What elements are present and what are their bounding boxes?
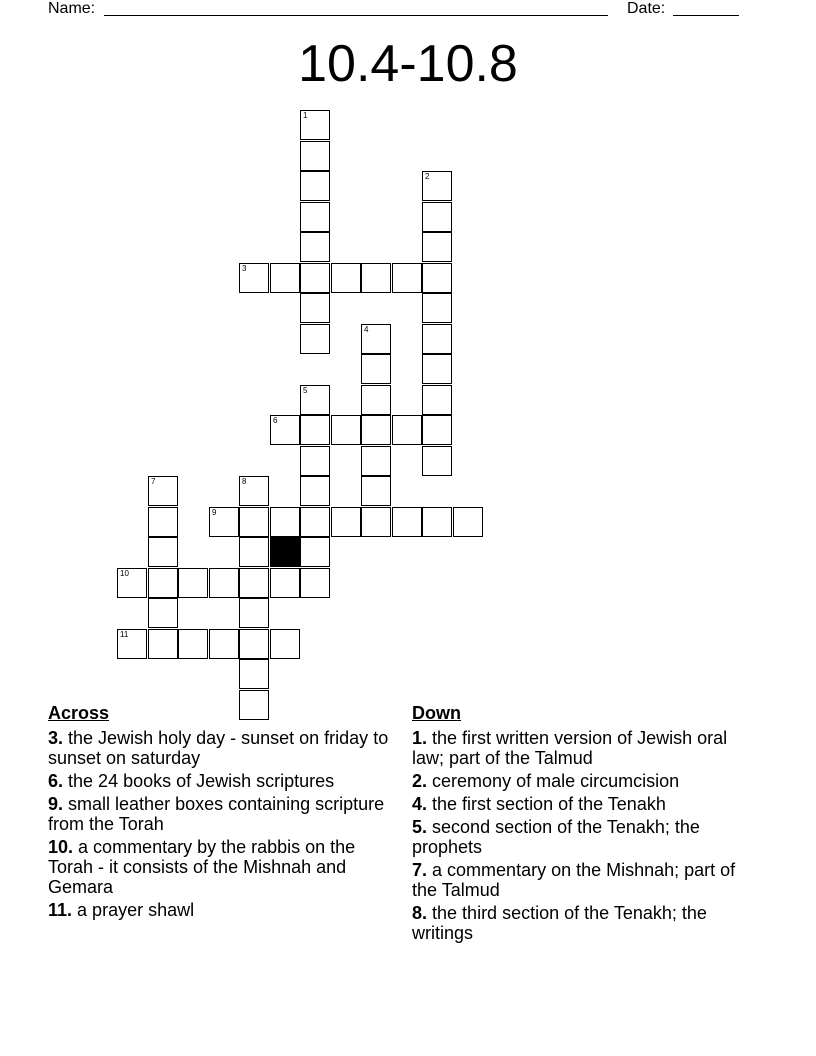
across-heading: Across: [48, 703, 110, 723]
grid-cell[interactable]: [148, 568, 178, 598]
date-label: Date:: [627, 0, 666, 17]
clue-text: the first written version of Jewish oral law; part of the Talmud: [412, 728, 728, 768]
clue-number-label: 11: [120, 630, 129, 639]
grid-cell[interactable]: [392, 415, 422, 445]
grid-cell[interactable]: [239, 537, 269, 567]
grid-cell[interactable]: [422, 446, 452, 476]
clue-number: 10.: [48, 837, 74, 857]
clue-number: 5.: [412, 817, 428, 837]
clue-text: a commentary on the Mishnah; part of the Talmud: [412, 860, 736, 900]
blocked-cell: [270, 537, 300, 567]
grid-cell[interactable]: [209, 629, 239, 659]
grid-cell[interactable]: [392, 263, 422, 293]
clue-item: [412, 860, 757, 900]
grid-cell[interactable]: [422, 202, 452, 232]
clue-text: a prayer shawl: [77, 900, 195, 920]
grid-cell[interactable]: [361, 446, 391, 476]
clue-number: 7.: [412, 860, 428, 880]
grid-cell[interactable]: [300, 202, 330, 232]
grid-cell[interactable]: [117, 568, 147, 598]
grid-cell[interactable]: [300, 232, 330, 262]
clue-text: second section of the Tenakh; the prophets: [412, 817, 700, 857]
grid-cell[interactable]: [148, 507, 178, 537]
grid-cell[interactable]: [239, 598, 269, 628]
grid-cell[interactable]: [422, 171, 452, 201]
clue-number-label: 5: [303, 386, 308, 395]
clue-number: 4.: [412, 794, 428, 814]
grid-cell[interactable]: [178, 629, 208, 659]
clue-number-label: 10: [120, 569, 129, 578]
grid-cell[interactable]: [300, 324, 330, 354]
clue-number: 8.: [412, 903, 428, 923]
grid-cell[interactable]: [148, 629, 178, 659]
grid-cell[interactable]: [178, 568, 208, 598]
grid-cell[interactable]: [300, 263, 330, 293]
clue-list: [412, 728, 757, 943]
grid-cell[interactable]: [270, 507, 300, 537]
clue-number-label: 7: [151, 477, 156, 486]
clue-number-label: 2: [425, 172, 430, 181]
grid-cell[interactable]: [300, 537, 330, 567]
grid-cell[interactable]: [239, 476, 269, 506]
clue-number: 1.: [412, 728, 428, 748]
grid-cell[interactable]: [361, 415, 391, 445]
clue-item: [412, 728, 757, 768]
grid-cell[interactable]: [148, 476, 178, 506]
grid-cell[interactable]: [270, 629, 300, 659]
grid-cell[interactable]: [300, 415, 330, 445]
grid-cell[interactable]: [361, 476, 391, 506]
clue-number: 2.: [412, 771, 428, 791]
grid-cell[interactable]: [209, 507, 239, 537]
grid-cell[interactable]: [392, 507, 422, 537]
grid-cell[interactable]: [422, 293, 452, 323]
grid-cell[interactable]: [331, 507, 361, 537]
clue-item: [48, 728, 393, 768]
grid-cell[interactable]: [239, 507, 269, 537]
clue-number: 3.: [48, 728, 64, 748]
clue-text: small leather boxes containing scripture from the Torah: [48, 794, 385, 834]
grid-cell[interactable]: [270, 568, 300, 598]
grid-cell[interactable]: [239, 629, 269, 659]
clue-text: a commentary by the rabbis on the Torah - it consists of the Mishnah and Gemara: [48, 837, 356, 897]
grid-cell[interactable]: [117, 629, 147, 659]
grid-cell[interactable]: [361, 507, 391, 537]
clue-number-label: 8: [242, 477, 247, 486]
clue-item: [412, 771, 757, 791]
grid-cell[interactable]: [300, 110, 330, 140]
clue-item: [412, 794, 757, 814]
down-heading: Down: [412, 703, 461, 723]
grid-cell[interactable]: [300, 385, 330, 415]
grid-cell[interactable]: [361, 263, 391, 293]
clue-item: [412, 817, 757, 857]
grid-cell[interactable]: [270, 263, 300, 293]
page-title: 10.4-10.8: [298, 35, 518, 93]
name-label: Name:: [48, 0, 96, 17]
grid-cell[interactable]: [422, 263, 452, 293]
grid-cell[interactable]: [209, 568, 239, 598]
grid-cell[interactable]: [300, 171, 330, 201]
grid-cell[interactable]: [300, 141, 330, 171]
clue-number-label: 3: [242, 264, 247, 273]
clue-text: the 24 books of Jewish scriptures: [68, 771, 335, 791]
clue-number-label: 1: [303, 111, 308, 120]
clue-item: [48, 771, 393, 791]
grid-cell[interactable]: [300, 507, 330, 537]
grid-cell[interactable]: [300, 446, 330, 476]
clue-list: [48, 728, 393, 920]
grid-cell[interactable]: [331, 263, 361, 293]
across-clues: [48, 703, 393, 923]
down-clues: [412, 703, 757, 946]
grid-cell[interactable]: [422, 385, 452, 415]
clue-item: [412, 903, 757, 943]
clue-number: 6.: [48, 771, 64, 791]
clue-number: 11.: [48, 900, 73, 920]
clue-text: the third section of the Tenakh; the writings: [412, 903, 707, 943]
grid-cell[interactable]: [148, 537, 178, 567]
clue-text: ceremony of male circumcision: [432, 771, 680, 791]
clue-number: 9.: [48, 794, 64, 814]
grid-cell[interactable]: [422, 415, 452, 445]
clue-text: the Jewish holy day - sunset on friday to sunset on saturday: [48, 728, 389, 768]
grid-cell[interactable]: [422, 232, 452, 262]
grid-cell[interactable]: [148, 598, 178, 628]
grid-cell[interactable]: [270, 415, 300, 445]
grid-cell[interactable]: [361, 385, 391, 415]
grid-cell[interactable]: [300, 476, 330, 506]
clue-number-label: 4: [364, 325, 369, 334]
grid-cell[interactable]: [239, 568, 269, 598]
grid-cell[interactable]: [239, 659, 269, 689]
clue-number-label: 9: [212, 508, 217, 517]
clue-number-label: 6: [273, 416, 278, 425]
grid-cell[interactable]: [361, 354, 391, 384]
grid-cell[interactable]: [331, 415, 361, 445]
clue-item: [48, 900, 393, 920]
grid-cell[interactable]: [300, 568, 330, 598]
grid-cell[interactable]: [422, 507, 452, 537]
grid-cell[interactable]: [239, 263, 269, 293]
clue-text: the first section of the Tenakh: [432, 794, 666, 814]
grid-cell[interactable]: [453, 507, 483, 537]
clue-item: [48, 837, 393, 897]
grid-cell[interactable]: [422, 324, 452, 354]
clue-item: [48, 794, 393, 834]
grid-cell[interactable]: [361, 324, 391, 354]
grid-cell[interactable]: [300, 293, 330, 323]
grid-cell[interactable]: [422, 354, 452, 384]
